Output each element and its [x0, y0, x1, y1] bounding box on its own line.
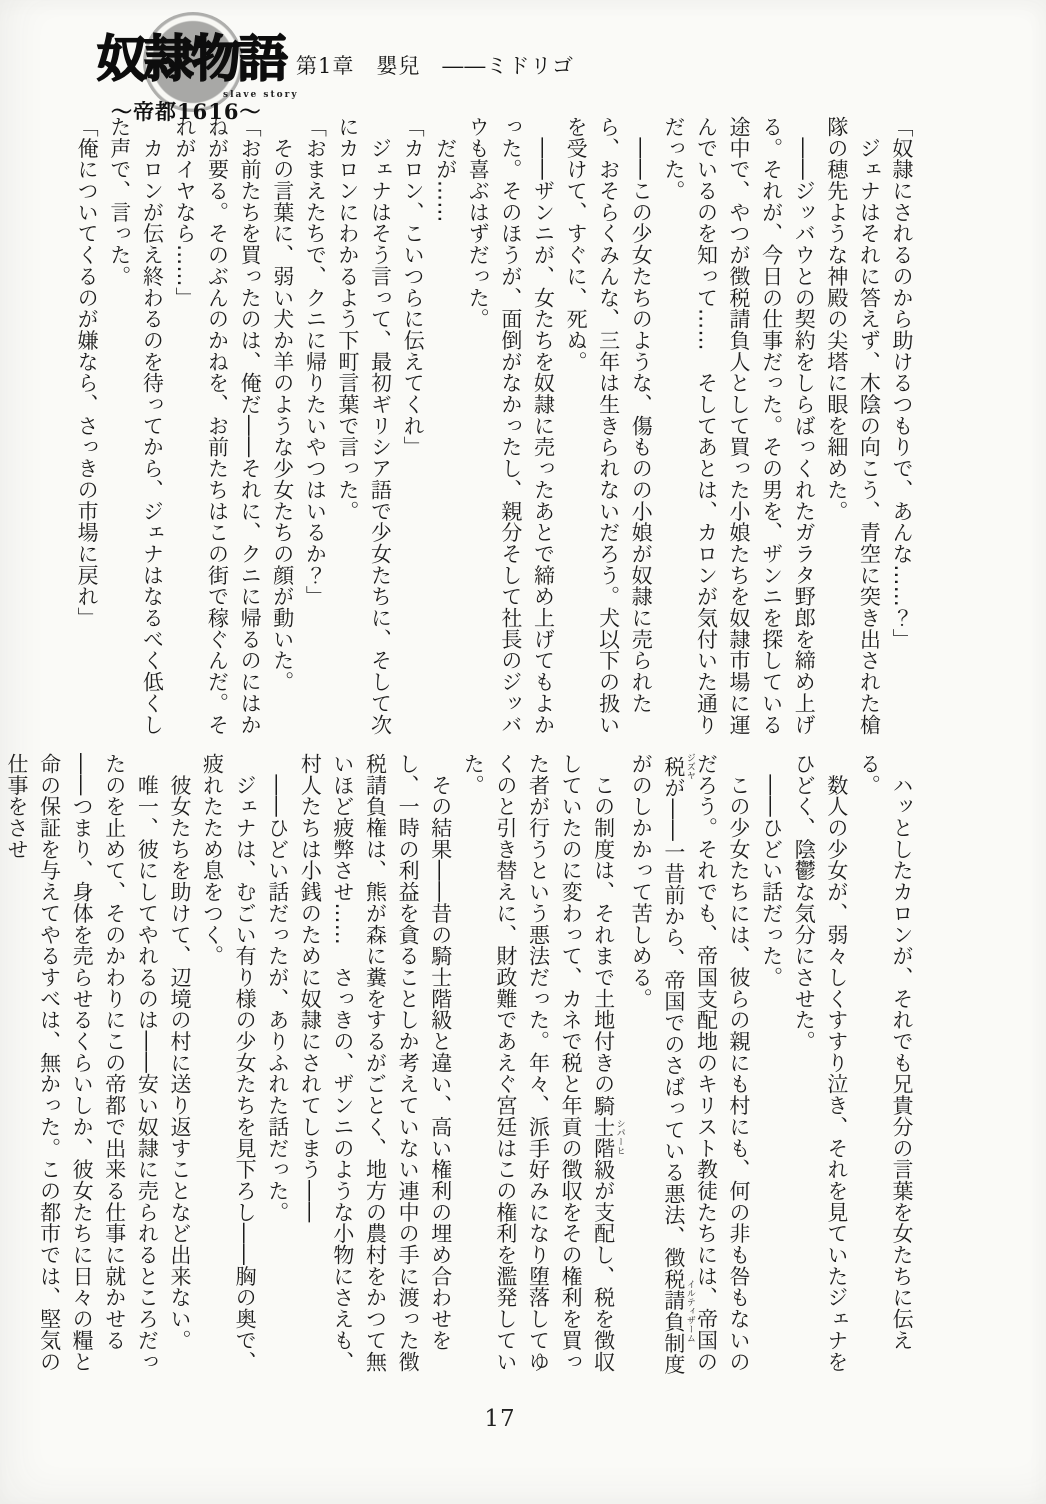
- paragraph-2: ジェナはそれに答えず、木陰の向こう、青空に突き出された槍隊の穂先ような神殿の尖塔に眼を細めた。: [824, 116, 882, 736]
- paragraph-3: ――ひどい話だった。: [759, 753, 784, 988]
- paragraph-12: カロンが伝え終わるのを待ってから、ジェナはなるべく低くした声で、言った。: [107, 116, 165, 736]
- ruby-annotated-term: 税 ジズヤ: [661, 753, 695, 780]
- paragraph-2: 数人の少女が、弱々しくすすり泣き、それを見ていたジェナをひどく、陰鬱な気分にさせた。: [792, 753, 849, 1373]
- text-block-bottom: [4, 753, 918, 1377]
- paragraph-6: だが……: [433, 116, 458, 223]
- paragraph-1: ハッとしたカロンが、それでも兄貴分の言葉を女たちに伝える。: [857, 753, 914, 1351]
- paragraph-9: 彼女たちを助けて、辺境の村に送り返すことなど出来ない。: [167, 753, 192, 1351]
- paragraph-5: ――ザンニが、女たちを奴隷に売ったあとで締め上げてもよかった。そのほうが、面倒がなかったし、親分そして社長のジッバウも喜ぶはずだった。: [466, 116, 556, 736]
- paragraph-11: 「お前たちを買ったのは、俺だ――それに、クニに帰るのにはかねが要る。そのぶんのかねを、お前たちはこの街で稼ぐんだ。それがイヤなら……」: [172, 116, 263, 736]
- page-number: 17: [484, 1406, 516, 1432]
- series-logo: [95, 10, 305, 124]
- paragraph-8: ジェナはそう言って、最初ギリシア語で少女たちに、そして次にカロンにわかるよう下町言葉で言った。: [335, 116, 393, 736]
- ruby-annotated-term: 徴税請負制度 イルティザーム: [661, 1246, 695, 1375]
- paragraph-6: その結果――昔の騎士階級と違い、高い権利の埋め合わせをし、一時の利益を貪ることしか考えていない連中の手に渡った徴税請負権は、熊が森に糞をするがごとく、地方の農村をかつて無いほど疲弊させ…… さっきの、ザンニのような小物にさえも、村人たちは小銭のために奴隷にされてしまう――: [298, 753, 453, 1373]
- paragraph-3: ――ジッバウとの契約をしらばっくれたガラタ野郎を締め上げる。それが、今日の仕事だった。その男を、ザンニを探している途中で、やつが徴税請負人として買った小娘たちを奴隷市場に運んでいるのを知って…… そしてあとは、カロンが気付いた通りだった。: [661, 116, 817, 736]
- series-subtitle: ～帝都1616～: [111, 99, 262, 124]
- chapter-heading: 第1章 嬰兒 ――ミドリゴ: [296, 54, 574, 78]
- paragraph-1: 「奴隷にされるのから助けるつもりで、あんな……？」: [890, 116, 914, 650]
- paragraph-7: ――ひどい話だったが、ありふれた話だった。: [265, 753, 290, 1223]
- text-block-top: [75, 116, 918, 736]
- paragraph-9: 「おまえたちで、クニに帰りたいやつはいるか？」: [303, 116, 328, 608]
- paragraph-8: ジェナは、むごい有り様の少女たちを見下ろし――胸の奥で、疲れたため息をつく。: [200, 753, 258, 1373]
- paragraph-4: ――この少女たちのような、傷ものの小娘が奴隷に売られたら、おそらくみんな、三年は生きられないだろう。犬以下の扱いを受けて、すぐに、死ぬ。: [564, 116, 654, 736]
- ruby-annotated-term: 騎士階級 シパーヒ: [591, 1094, 625, 1181]
- paragraph-13: 「俺についてくるのが嫌なら、さっきの市場に戻れ」: [75, 116, 100, 629]
- paragraph-5: この制度は、それまで土地付きの騎士階級 シパーヒが支配し、税を徴収していたのに変わって、カネで税と年貢の徴収をその権利を買った者が行うという悪法だった。年々、派手好みになり堕落してゆくのと引き替えに、財政難であえぐ宮廷はこの権利を濫発していた。: [461, 753, 625, 1373]
- paragraph-10: その言葉に、弱い犬か羊のような少女たちの顔が動いた。: [270, 116, 295, 693]
- paragraph-7: 「カロン、こいつらに伝えてくれ」: [401, 116, 426, 458]
- series-title-english: slave story: [223, 90, 299, 100]
- series-title: 奴隷物語: [97, 30, 285, 88]
- paragraph-4: この少女たちには、彼らの親にも村にも、何の非も咎もないのだろう。それでも、帝国支配地のキリスト教徒たちには、帝国の税 ジズヤが――一昔前から、帝国でのさばっている悪法、徴税請負制度 イルティザームがのしかかって苦しめる。: [629, 753, 752, 1375]
- paragraph-10: 唯一、彼にしてやれるのは――安い奴隷に売られるところだったのを止めて、そのかわりにこの帝都で出来る仕事に就かせる――つまり、身体を売らせるくらいしか、彼女たちに日々の糧と命の保証を与えてやるすべは、無かった。この都市では、堅気の仕事をさせ: [4, 753, 160, 1373]
